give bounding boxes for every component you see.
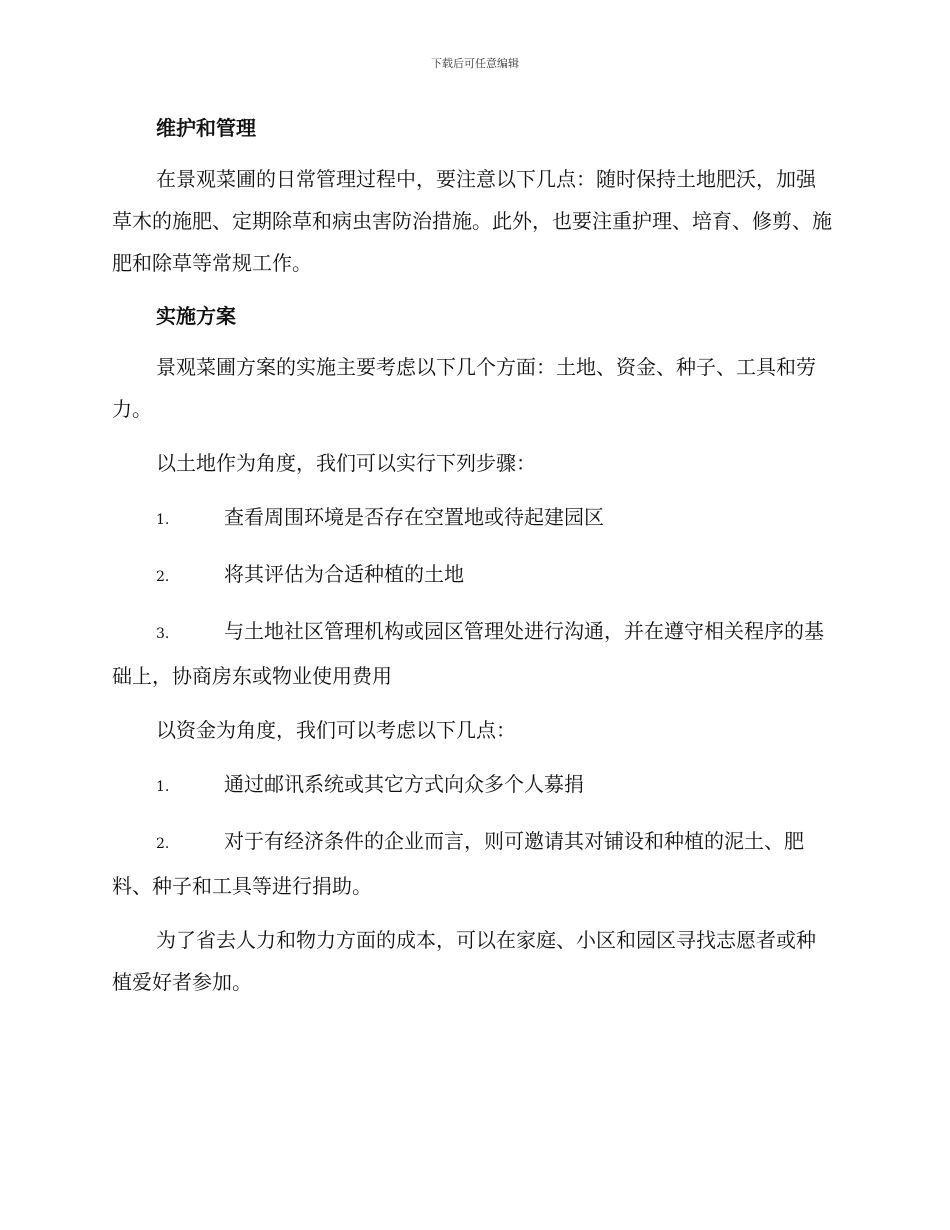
list-item bbox=[112, 496, 834, 541]
list-item-number: 2. bbox=[156, 836, 170, 852]
paragraph-maintenance: 在景观菜圃的日常管理过程中，要注意以下几点：随时保持土地肥沃，加强草木的施肥、定期除草和病虫害防治措施。此外，也要注重护理、培育、修剪、施肥和除草等常规工作。 bbox=[112, 167, 832, 275]
list-item-number: 1. bbox=[156, 779, 170, 795]
list-item-number: 1. bbox=[156, 512, 170, 528]
paragraph-closing: 为了省去人力和物力方面的成本，可以在家庭、小区和园区寻找志愿者或种植爱好者参加。 bbox=[112, 928, 816, 994]
section-heading-implementation: 实施方案 bbox=[156, 304, 236, 328]
section-heading-maintenance: 维护和管理 bbox=[156, 116, 256, 140]
list-item-text: 对于有经济条件的企业而言，则可邀请其对铺设和种植的泥土、肥料、种子和工具等进行捐助。 bbox=[112, 829, 804, 898]
paragraph-implementation-overview: 景观菜圃方案的实施主要考虑以下几个方面：土地、资金、种子、工具和劳力。 bbox=[112, 355, 816, 421]
list-item-number: 2. bbox=[156, 569, 170, 585]
header-note: 下载后可任意编辑 bbox=[431, 57, 519, 70]
list-item-text: 与土地社区管理机构或园区管理处进行沟通，并在遵守相关程序的基础上，协商房东或物业使用费用 bbox=[112, 619, 824, 688]
list-item bbox=[112, 820, 834, 907]
list-item bbox=[112, 763, 834, 808]
list-item-text: 将其评估为合适种植的土地 bbox=[224, 562, 464, 586]
document-body bbox=[112, 108, 834, 1015]
list-item bbox=[112, 553, 834, 598]
paragraph-funds-intro: 以资金为角度，我们可以考虑以下几点： bbox=[156, 718, 516, 742]
list-item-number: 3. bbox=[156, 626, 170, 642]
paragraph-land-intro: 以土地作为角度，我们可以实行下列步骤： bbox=[156, 451, 536, 475]
list-item-text: 通过邮讯系统或其它方式向众多个人募捐 bbox=[224, 772, 584, 796]
list-item bbox=[112, 610, 834, 697]
list-item-text: 查看周围环境是否存在空置地或待起建园区 bbox=[224, 505, 604, 529]
